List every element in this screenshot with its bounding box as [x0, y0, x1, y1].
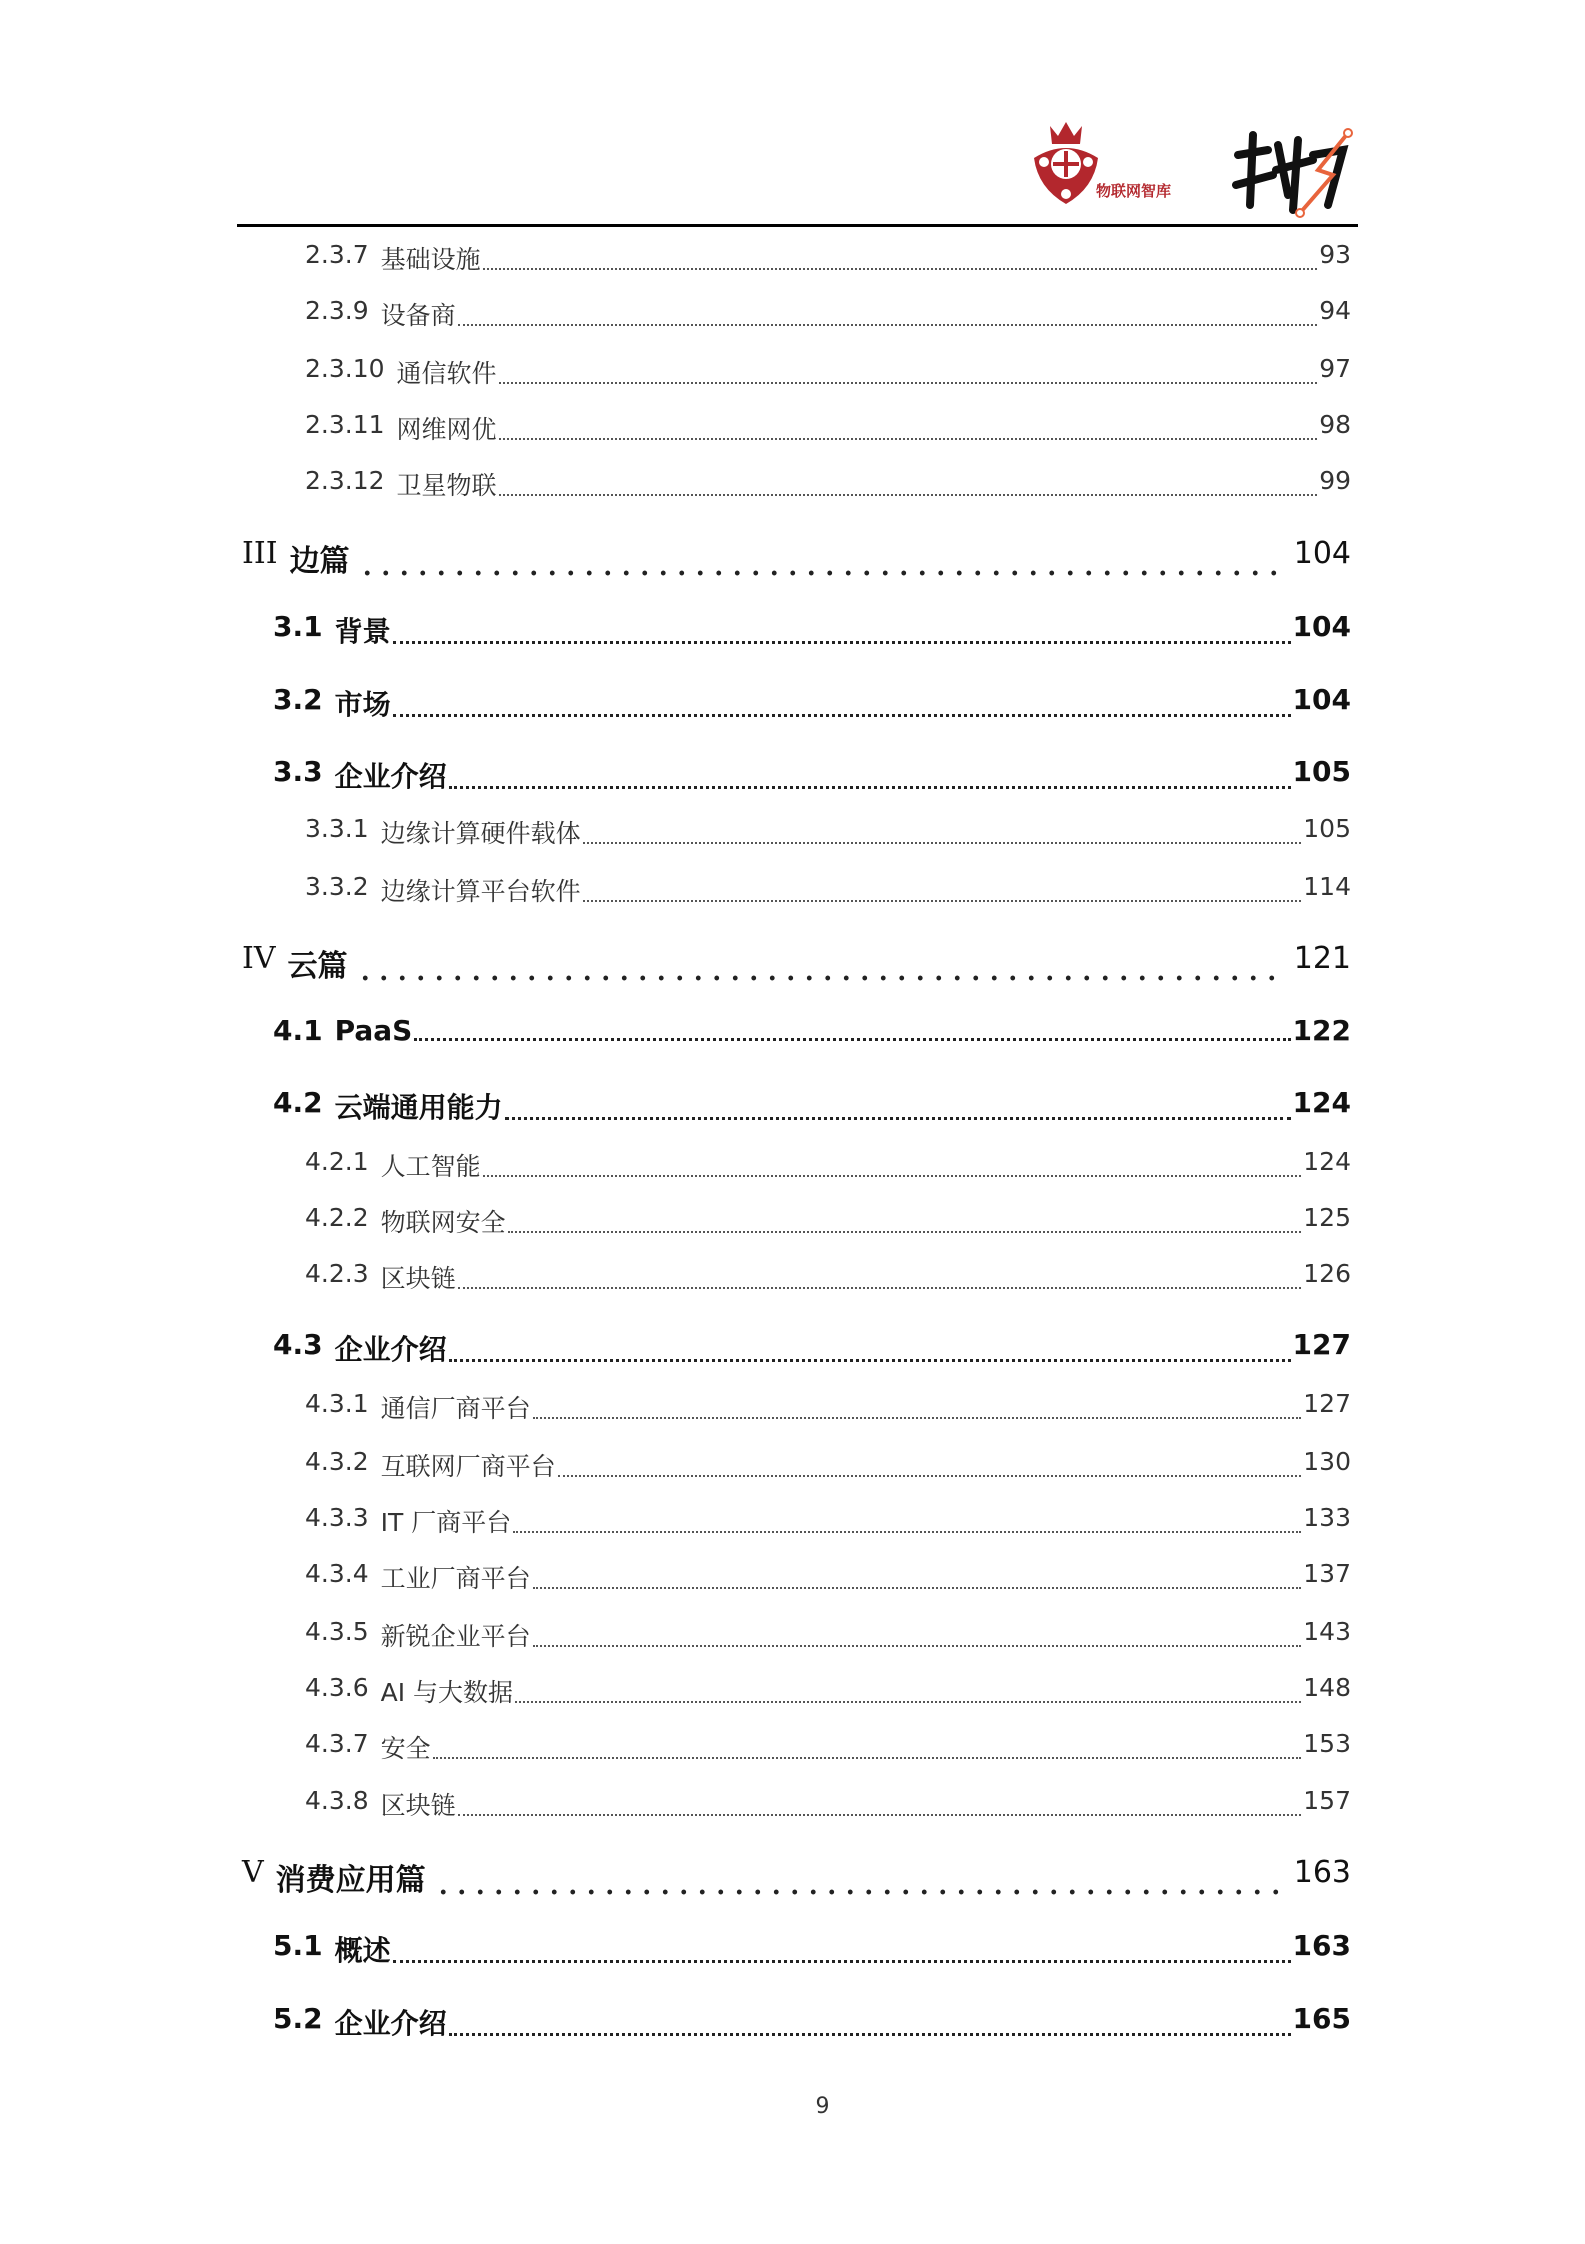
toc-entry-page: 104 [1292, 683, 1351, 716]
toc-entry-page: 157 [1303, 1786, 1351, 1815]
toc-entry-number: 4.3.2 [305, 1447, 369, 1476]
toc-entry[interactable] [273, 2002, 1351, 2042]
toc-entry-title: 工业厂商平台 [380, 1564, 531, 1593]
dot-leader [558, 1474, 1302, 1477]
toc-entry-number: V [242, 1855, 264, 1890]
toc-entry[interactable] [305, 1673, 1351, 1709]
toc-entry-number: 5.2 [273, 2002, 323, 2035]
dot-leader [533, 1644, 1302, 1647]
toc-entry[interactable] [305, 240, 1351, 276]
toc-entry-number: IV [242, 941, 276, 976]
toc-entry-number: 5.1 [273, 1929, 323, 1962]
toc-entry-number: 4.3.7 [305, 1729, 369, 1758]
toc-entry[interactable] [305, 1447, 1351, 1483]
toc-entry-title: 物联网安全 [380, 1208, 506, 1237]
toc-entry[interactable] [273, 755, 1351, 795]
toc-entry-title: 安全 [380, 1734, 431, 1763]
dot-leader [433, 1756, 1302, 1759]
iot-think-tank-logo [1030, 118, 1200, 208]
toc-entry-page: 143 [1303, 1617, 1351, 1646]
toc-entry[interactable] [305, 354, 1351, 390]
toc-entry-title: 边缘计算平台软件 [380, 877, 581, 906]
toc-entry[interactable] [305, 1729, 1351, 1765]
toc-entry-title: 基础设施 [380, 245, 481, 274]
toc-entry-title: 人工智能 [380, 1152, 481, 1181]
dot-leader [393, 640, 1291, 644]
toc-entry-page: 97 [1319, 354, 1351, 383]
toc-entry-title: 云端通用能力 [334, 1091, 503, 1124]
toc-entry-title: 市场 [334, 688, 391, 721]
dot-leader [505, 1116, 1291, 1120]
toc-entry-title: 边缘计算硬件载体 [380, 819, 581, 848]
toc-entry-number: 2.3.11 [305, 410, 385, 439]
toc-entry-number: 3.1 [273, 610, 323, 643]
toc-entry[interactable] [242, 536, 1351, 580]
toc-entry-number: 4.3.8 [305, 1786, 369, 1815]
dot-leader [508, 1230, 1302, 1233]
toc-entry-title: 互联网厂商平台 [380, 1452, 556, 1481]
toc-entry-title: 边篇 [289, 544, 350, 579]
toc-entry-title: 企业介绍 [334, 2007, 447, 2040]
toc-entry[interactable] [273, 1929, 1351, 1969]
toc-entry-page: 99 [1319, 466, 1351, 495]
toc-entry-page: 124 [1292, 1086, 1351, 1119]
toc-entry-page: 153 [1303, 1729, 1351, 1758]
dot-leader [393, 1959, 1291, 1963]
dot-leader [458, 1286, 1302, 1289]
toc-entry-page: 93 [1319, 240, 1351, 269]
dot-leader [499, 493, 1318, 496]
toc-entry[interactable] [305, 814, 1351, 850]
toc-entry-title: 新锐企业平台 [380, 1622, 531, 1651]
dot-leader [583, 841, 1302, 844]
dot-leader [449, 2032, 1291, 2036]
toc-entry-page: 114 [1303, 872, 1351, 901]
dot-leader [434, 1889, 1286, 1895]
dot-leader [458, 1813, 1302, 1816]
toc-entry[interactable] [273, 1086, 1351, 1126]
toc-entry-title: 背景 [334, 615, 391, 648]
toc-entry-title: 区块链 [380, 1264, 456, 1293]
toc-entry[interactable] [305, 466, 1351, 502]
toc-entry[interactable] [305, 1389, 1351, 1425]
toc-entry-number: 3.2 [273, 683, 323, 716]
toc-entry[interactable] [242, 1855, 1351, 1899]
toc-entry[interactable] [273, 1014, 1351, 1047]
toc-entry-page: 124 [1303, 1147, 1351, 1176]
toc-entry[interactable] [305, 872, 1351, 908]
dot-leader [533, 1586, 1302, 1589]
zhiwu-logo [1228, 125, 1358, 220]
dot-leader [583, 899, 1302, 902]
toc-entry-title: 消费应用篇 [275, 1863, 426, 1898]
toc-entry-number: 4.2.2 [305, 1203, 369, 1232]
toc-entry-title: IT 厂商平台 [380, 1508, 512, 1537]
toc-entry[interactable] [305, 1786, 1351, 1822]
dot-leader [458, 323, 1318, 326]
toc-entry-page: 165 [1292, 2002, 1351, 2035]
toc-entry-page: 94 [1319, 296, 1351, 325]
logo-left-text: 物联网智库 [1096, 182, 1172, 200]
toc-entry-title: 概述 [334, 1934, 391, 1967]
dot-leader [414, 1037, 1290, 1041]
toc-entry-number: 2.3.7 [305, 240, 369, 269]
toc-entry-page: 98 [1319, 410, 1351, 439]
toc-entry-page: 121 [1293, 941, 1351, 976]
toc-entry-number: III [242, 536, 278, 571]
toc-entry-page: 148 [1303, 1673, 1351, 1702]
toc-entry-number: 4.1 [273, 1014, 323, 1047]
dot-leader [513, 1530, 1301, 1533]
toc-entry-page: 130 [1303, 1447, 1351, 1476]
toc-entry-number: 4.3 [273, 1328, 323, 1361]
toc-entry-page: 104 [1293, 536, 1351, 571]
dot-leader [449, 1358, 1291, 1362]
dot-leader [499, 381, 1318, 384]
toc-entry-number: 3.3 [273, 755, 323, 788]
toc-entry[interactable] [305, 1147, 1351, 1183]
toc-entry[interactable] [305, 1259, 1351, 1295]
toc-entry-number: 2.3.10 [305, 354, 385, 383]
toc-entry[interactable] [273, 1328, 1351, 1368]
toc-entry-number: 4.3.5 [305, 1617, 369, 1646]
toc-entry-number: 4.3.1 [305, 1389, 369, 1418]
toc-entry-number: 4.3.6 [305, 1673, 369, 1702]
toc-entry-title: 通信软件 [396, 359, 497, 388]
toc-entry[interactable] [305, 1503, 1351, 1539]
toc-entry-number: 4.2 [273, 1086, 323, 1119]
toc-entry-page: 127 [1292, 1328, 1351, 1361]
dot-leader [515, 1700, 1301, 1703]
toc-entry-title: 网维网优 [396, 415, 497, 444]
dot-leader [499, 437, 1318, 440]
dot-leader [483, 1174, 1302, 1177]
toc-entry[interactable] [242, 941, 1351, 985]
toc-entry-title: AI 与大数据 [380, 1678, 514, 1707]
toc-entry-page: 133 [1303, 1503, 1351, 1532]
toc-entry-title: 区块链 [380, 1791, 456, 1820]
toc-entry-page: 125 [1303, 1203, 1351, 1232]
toc-entry-page: 163 [1293, 1855, 1351, 1890]
toc-entry-number: 4.3.4 [305, 1559, 369, 1588]
dot-leader [483, 267, 1318, 270]
toc-entry-page: 105 [1303, 814, 1351, 843]
toc-entry[interactable] [305, 1559, 1351, 1595]
toc-entry-title: 企业介绍 [334, 1333, 447, 1366]
toc-entry[interactable] [273, 610, 1351, 650]
toc-entry[interactable] [305, 1617, 1351, 1653]
toc-entry-page: 122 [1292, 1014, 1351, 1047]
toc-entry-page: 104 [1292, 610, 1351, 643]
toc-entry-number: 2.3.9 [305, 296, 369, 325]
toc-entry-page: 126 [1303, 1259, 1351, 1288]
toc-entry-page: 127 [1303, 1389, 1351, 1418]
toc-entry-number: 2.3.12 [305, 466, 385, 495]
dot-leader [356, 975, 1286, 981]
toc-entry-number: 4.3.3 [305, 1503, 369, 1532]
toc-entry-number: 4.2.3 [305, 1259, 369, 1288]
toc-entry-page: 137 [1303, 1559, 1351, 1588]
toc-entry-number: 3.3.1 [305, 814, 369, 843]
toc-entry[interactable] [305, 410, 1351, 446]
toc-entry-number: 4.2.1 [305, 1147, 369, 1176]
toc-entry-title: 卫星物联 [396, 471, 497, 500]
toc-entry[interactable] [305, 296, 1351, 332]
toc-entry-title: 设备商 [380, 301, 456, 330]
page-number: 9 [815, 2094, 830, 2119]
dot-leader [358, 570, 1286, 576]
toc-entry-title: 企业介绍 [334, 760, 447, 793]
toc-entry[interactable] [273, 683, 1351, 723]
toc-entry-page: 163 [1292, 1929, 1351, 1962]
toc-entry[interactable] [305, 1203, 1351, 1239]
dot-leader [449, 785, 1291, 789]
toc-entry-title: PaaS [334, 1014, 413, 1047]
toc-entry-number: 3.3.2 [305, 872, 369, 901]
toc-entry-title: 云篇 [287, 949, 348, 984]
toc-entry-title: 通信厂商平台 [380, 1394, 531, 1423]
dot-leader [393, 713, 1291, 717]
toc-entry-page: 105 [1292, 755, 1351, 788]
header-rule [237, 224, 1358, 227]
dot-leader [533, 1416, 1302, 1419]
